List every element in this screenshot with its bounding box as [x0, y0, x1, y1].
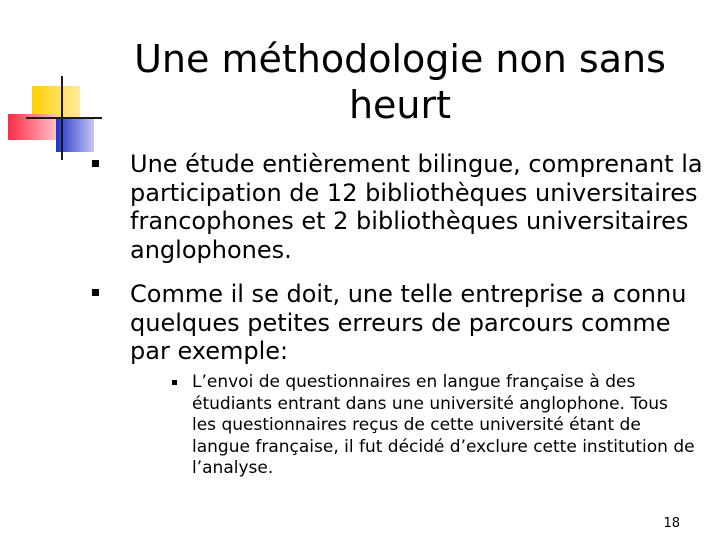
- bullet-text: Comme il se doit, une telle entreprise a connu quelques petites erreurs de parcours comme par exemple:: [130, 280, 687, 365]
- sub-bullet-text: L’envoi de questionnaires en langue française à des étudiants entrant dans une université anglophone. Tous les questionnaires reçus de cette université étant de langue française, il fut décidé d’exclure cette institution de l’analyse.: [192, 372, 695, 478]
- square-bullet-icon: [172, 380, 177, 385]
- square-bullet-icon: [92, 160, 99, 167]
- bullet-text: Une étude entièrement bilingue, comprenant la participation de 12 bibliothèques universitaires francophones et 2 bibliothèques universitaires anglophones.: [130, 150, 703, 264]
- square-bullet-icon: [92, 289, 99, 296]
- page-number: 18: [663, 516, 680, 531]
- slide-title: Une méthodologie non sans heurt: [134, 37, 666, 127]
